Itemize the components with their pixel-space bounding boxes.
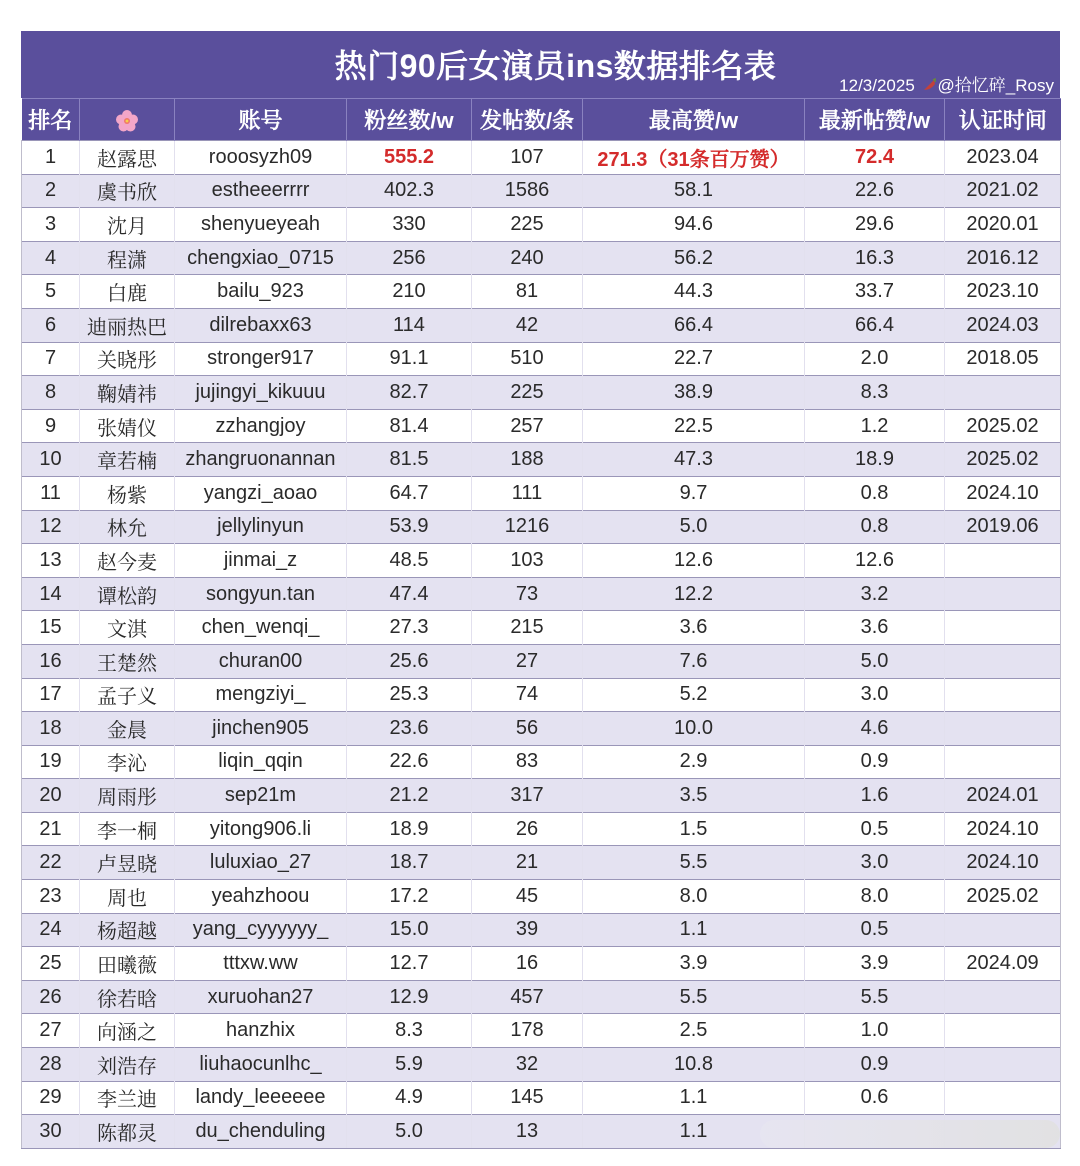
followers-cell: 12.7 bbox=[347, 947, 472, 981]
top-likes-cell: 56.2 bbox=[583, 241, 805, 275]
latest-likes-cell: 22.6 bbox=[805, 174, 945, 208]
account-cell: yangzi_aoao bbox=[175, 476, 347, 510]
name-cell: 杨紫 bbox=[80, 476, 175, 510]
verified-cell: 2019.06 bbox=[945, 510, 1061, 544]
rank-cell: 29 bbox=[22, 1081, 80, 1115]
latest-likes-cell: 66.4 bbox=[805, 308, 945, 342]
top-likes-cell: 12.6 bbox=[583, 544, 805, 578]
table-row bbox=[22, 241, 1061, 275]
rank-cell: 1 bbox=[22, 141, 80, 175]
name-cell: 赵露思 bbox=[80, 141, 175, 175]
followers-cell: 8.3 bbox=[347, 1014, 472, 1048]
latest-likes-cell: 33.7 bbox=[805, 275, 945, 309]
posts-cell: 240 bbox=[472, 241, 583, 275]
top-likes-cell: 5.5 bbox=[583, 846, 805, 880]
name-cell: 章若楠 bbox=[80, 443, 175, 477]
top-likes-cell: 1.1 bbox=[583, 913, 805, 947]
verified-cell bbox=[945, 1014, 1061, 1048]
account-cell: jinmai_z bbox=[175, 544, 347, 578]
account-cell: zzhangjoy bbox=[175, 409, 347, 443]
name-cell: 林允 bbox=[80, 510, 175, 544]
account-cell: jujingyi_kikuuu bbox=[175, 376, 347, 410]
verified-cell: 2023.04 bbox=[945, 141, 1061, 175]
top-likes-cell: 22.7 bbox=[583, 342, 805, 376]
name-cell: 杨超越 bbox=[80, 913, 175, 947]
name-cell: 周也 bbox=[80, 880, 175, 914]
account-cell: liqin_qqin bbox=[175, 745, 347, 779]
top-likes-cell: 2.5 bbox=[583, 1014, 805, 1048]
rank-cell: 15 bbox=[22, 611, 80, 645]
posts-cell: 103 bbox=[472, 544, 583, 578]
posts-cell: 457 bbox=[472, 980, 583, 1014]
rank-cell: 17 bbox=[22, 678, 80, 712]
posts-cell: 32 bbox=[472, 1048, 583, 1082]
account-cell: du_chenduling bbox=[175, 1115, 347, 1149]
account-cell: zhangruonannan bbox=[175, 443, 347, 477]
latest-likes-cell: 8.3 bbox=[805, 376, 945, 410]
account-cell: yitong906.li bbox=[175, 812, 347, 846]
table-row bbox=[22, 779, 1061, 813]
verified-cell bbox=[945, 678, 1061, 712]
rank-cell: 23 bbox=[22, 880, 80, 914]
latest-likes-cell: 1.2 bbox=[805, 409, 945, 443]
top-likes-cell: 10.8 bbox=[583, 1048, 805, 1082]
latest-likes-cell: 3.6 bbox=[805, 611, 945, 645]
latest-likes-cell: 0.5 bbox=[805, 913, 945, 947]
name-cell: 张婧仪 bbox=[80, 409, 175, 443]
verified-cell bbox=[945, 1081, 1061, 1115]
posts-cell: 42 bbox=[472, 308, 583, 342]
rank-cell: 10 bbox=[22, 443, 80, 477]
top-likes-cell: 94.6 bbox=[583, 208, 805, 242]
rank-cell: 25 bbox=[22, 947, 80, 981]
rank-cell: 13 bbox=[22, 544, 80, 578]
table-row bbox=[22, 308, 1061, 342]
followers-cell: 12.9 bbox=[347, 980, 472, 1014]
latest-likes-cell: 16.3 bbox=[805, 241, 945, 275]
top-likes-cell: 47.3 bbox=[583, 443, 805, 477]
name-cell: 虞书欣 bbox=[80, 174, 175, 208]
account-cell: xuruohan27 bbox=[175, 980, 347, 1014]
top-likes-cell: 7.6 bbox=[583, 644, 805, 678]
name-cell: 白鹿 bbox=[80, 275, 175, 309]
verified-cell: 2024.03 bbox=[945, 308, 1061, 342]
followers-cell: 48.5 bbox=[347, 544, 472, 578]
top-likes-cell: 9.7 bbox=[583, 476, 805, 510]
followers-cell: 27.3 bbox=[347, 611, 472, 645]
posts-cell: 225 bbox=[472, 376, 583, 410]
posts-cell: 39 bbox=[472, 913, 583, 947]
posts-cell: 13 bbox=[472, 1115, 583, 1149]
name-cell: 周雨彤 bbox=[80, 779, 175, 813]
table-row bbox=[22, 678, 1061, 712]
followers-cell: 64.7 bbox=[347, 476, 472, 510]
verified-cell bbox=[945, 745, 1061, 779]
table-row bbox=[22, 980, 1061, 1014]
followers-cell: 82.7 bbox=[347, 376, 472, 410]
posts-cell: 1216 bbox=[472, 510, 583, 544]
name-cell: 沈月 bbox=[80, 208, 175, 242]
latest-likes-cell: 1.0 bbox=[805, 1014, 945, 1048]
latest-likes-cell: 72.4 bbox=[805, 141, 945, 175]
verified-cell bbox=[945, 611, 1061, 645]
account-cell: jinchen905 bbox=[175, 712, 347, 746]
name-cell: 刘浩存 bbox=[80, 1048, 175, 1082]
followers-cell: 53.9 bbox=[347, 510, 472, 544]
account-cell: mengziyi_ bbox=[175, 678, 347, 712]
rank-cell: 12 bbox=[22, 510, 80, 544]
rank-cell: 30 bbox=[22, 1115, 80, 1149]
top-likes-cell: 271.3（31条百万赞） bbox=[583, 141, 805, 175]
verified-cell: 2024.10 bbox=[945, 812, 1061, 846]
name-cell: 卢昱晓 bbox=[80, 846, 175, 880]
verified-cell bbox=[945, 544, 1061, 578]
latest-likes-cell: 3.0 bbox=[805, 678, 945, 712]
name-cell: 徐若晗 bbox=[80, 980, 175, 1014]
top-likes-cell: 1.1 bbox=[583, 1115, 805, 1149]
header-row bbox=[22, 99, 1061, 141]
followers-cell: 5.9 bbox=[347, 1048, 472, 1082]
verified-cell: 2024.10 bbox=[945, 846, 1061, 880]
verified-cell: 2024.01 bbox=[945, 779, 1061, 813]
col-header-top-likes: 最高赞/w bbox=[583, 99, 805, 141]
top-likes-cell: 22.5 bbox=[583, 409, 805, 443]
table-row bbox=[22, 1048, 1061, 1082]
table-row bbox=[22, 544, 1061, 578]
table-row bbox=[22, 443, 1061, 477]
top-likes-cell: 5.5 bbox=[583, 980, 805, 1014]
col-header-rank: 排名 bbox=[22, 99, 80, 141]
followers-cell: 555.2 bbox=[347, 141, 472, 175]
posts-cell: 81 bbox=[472, 275, 583, 309]
account-cell: songyun.tan bbox=[175, 577, 347, 611]
posts-cell: 26 bbox=[472, 812, 583, 846]
table-row bbox=[22, 880, 1061, 914]
table-row bbox=[22, 947, 1061, 981]
posts-cell: 21 bbox=[472, 846, 583, 880]
rank-cell: 7 bbox=[22, 342, 80, 376]
rank-cell: 21 bbox=[22, 812, 80, 846]
verified-cell: 2020.01 bbox=[945, 208, 1061, 242]
posts-cell: 225 bbox=[472, 208, 583, 242]
table-row bbox=[22, 409, 1061, 443]
col-header-posts: 发帖数/条 bbox=[472, 99, 583, 141]
top-likes-cell: 38.9 bbox=[583, 376, 805, 410]
posts-cell: 178 bbox=[472, 1014, 583, 1048]
sweet-potato-icon bbox=[922, 77, 936, 91]
verified-cell bbox=[945, 644, 1061, 678]
verified-cell: 2021.02 bbox=[945, 174, 1061, 208]
latest-likes-cell: 1.6 bbox=[805, 779, 945, 813]
rank-cell: 3 bbox=[22, 208, 80, 242]
posts-cell: 510 bbox=[472, 342, 583, 376]
account-cell: chen_wenqi_ bbox=[175, 611, 347, 645]
table-row bbox=[22, 577, 1061, 611]
latest-likes-cell: 5.5 bbox=[805, 980, 945, 1014]
followers-cell: 21.2 bbox=[347, 779, 472, 813]
followers-cell: 81.5 bbox=[347, 443, 472, 477]
posts-cell: 74 bbox=[472, 678, 583, 712]
name-cell: 谭松韵 bbox=[80, 577, 175, 611]
name-cell: 文淇 bbox=[80, 611, 175, 645]
posts-cell: 215 bbox=[472, 611, 583, 645]
latest-likes-cell: 3.2 bbox=[805, 577, 945, 611]
verified-cell bbox=[945, 577, 1061, 611]
cherry-blossom-icon bbox=[115, 109, 139, 133]
followers-cell: 18.7 bbox=[347, 846, 472, 880]
top-likes-cell: 12.2 bbox=[583, 577, 805, 611]
latest-likes-cell: 0.9 bbox=[805, 1048, 945, 1082]
verified-cell: 2016.12 bbox=[945, 241, 1061, 275]
followers-cell: 402.3 bbox=[347, 174, 472, 208]
followers-cell: 91.1 bbox=[347, 342, 472, 376]
latest-likes-cell: 3.0 bbox=[805, 846, 945, 880]
top-likes-cell: 3.6 bbox=[583, 611, 805, 645]
account-cell: tttxw.ww bbox=[175, 947, 347, 981]
name-cell: 关晓彤 bbox=[80, 342, 175, 376]
top-likes-cell: 10.0 bbox=[583, 712, 805, 746]
account-cell: liuhaocunlhc_ bbox=[175, 1048, 347, 1082]
latest-likes-cell: 0.6 bbox=[805, 1081, 945, 1115]
followers-cell: 81.4 bbox=[347, 409, 472, 443]
latest-likes-cell: 8.0 bbox=[805, 880, 945, 914]
verified-cell bbox=[945, 913, 1061, 947]
latest-likes-cell: 3.9 bbox=[805, 947, 945, 981]
verified-cell bbox=[945, 376, 1061, 410]
posts-cell: 27 bbox=[472, 644, 583, 678]
table-row bbox=[22, 476, 1061, 510]
followers-cell: 256 bbox=[347, 241, 472, 275]
rank-cell: 14 bbox=[22, 577, 80, 611]
name-cell: 鞠婧祎 bbox=[80, 376, 175, 410]
table-row bbox=[22, 712, 1061, 746]
rank-cell: 5 bbox=[22, 275, 80, 309]
rank-cell: 9 bbox=[22, 409, 80, 443]
followers-cell: 330 bbox=[347, 208, 472, 242]
top-likes-cell: 2.9 bbox=[583, 745, 805, 779]
col-header-account: 账号 bbox=[175, 99, 347, 141]
table-row bbox=[22, 174, 1061, 208]
name-cell: 金晨 bbox=[80, 712, 175, 746]
verified-cell bbox=[945, 980, 1061, 1014]
col-header-followers: 粉丝数/w bbox=[347, 99, 472, 141]
page-title: 热门90后女演员ins数据排名表 bbox=[334, 48, 777, 84]
latest-likes-cell: 2.0 bbox=[805, 342, 945, 376]
latest-likes-cell: 18.9 bbox=[805, 443, 945, 477]
followers-cell: 25.6 bbox=[347, 644, 472, 678]
account-cell: churan00 bbox=[175, 644, 347, 678]
rank-cell: 19 bbox=[22, 745, 80, 779]
latest-likes-cell: 0.5 bbox=[805, 812, 945, 846]
rank-cell: 4 bbox=[22, 241, 80, 275]
name-cell: 李一桐 bbox=[80, 812, 175, 846]
verified-cell: 2024.09 bbox=[945, 947, 1061, 981]
posts-cell: 145 bbox=[472, 1081, 583, 1115]
rank-cell: 20 bbox=[22, 779, 80, 813]
latest-likes-cell: 0.8 bbox=[805, 510, 945, 544]
top-likes-cell: 8.0 bbox=[583, 880, 805, 914]
followers-cell: 114 bbox=[347, 308, 472, 342]
account-cell: stronger917 bbox=[175, 342, 347, 376]
name-cell: 程潇 bbox=[80, 241, 175, 275]
verified-cell: 2018.05 bbox=[945, 342, 1061, 376]
title-bar bbox=[21, 31, 1060, 98]
account-cell: sep21m bbox=[175, 779, 347, 813]
posts-cell: 16 bbox=[472, 947, 583, 981]
rank-cell: 24 bbox=[22, 913, 80, 947]
latest-likes-cell: 4.6 bbox=[805, 712, 945, 746]
table-row bbox=[22, 644, 1061, 678]
name-cell: 王楚然 bbox=[80, 644, 175, 678]
name-cell: 迪丽热巴 bbox=[80, 308, 175, 342]
top-likes-cell: 1.1 bbox=[583, 1081, 805, 1115]
name-cell: 向涵之 bbox=[80, 1014, 175, 1048]
followers-cell: 47.4 bbox=[347, 577, 472, 611]
rank-cell: 2 bbox=[22, 174, 80, 208]
verified-cell: 2025.02 bbox=[945, 409, 1061, 443]
latest-likes-cell: 5.0 bbox=[805, 644, 945, 678]
col-header-verified: 认证时间 bbox=[945, 99, 1061, 141]
rank-cell: 28 bbox=[22, 1048, 80, 1082]
rank-cell: 16 bbox=[22, 644, 80, 678]
posts-cell: 83 bbox=[472, 745, 583, 779]
latest-likes-cell: 0.9 bbox=[805, 745, 945, 779]
ranking-table bbox=[21, 98, 1061, 1149]
rank-cell: 6 bbox=[22, 308, 80, 342]
rank-cell: 27 bbox=[22, 1014, 80, 1048]
account-cell: rooosyzh09 bbox=[175, 141, 347, 175]
table-row bbox=[22, 376, 1061, 410]
table-row bbox=[22, 745, 1061, 779]
top-likes-cell: 3.5 bbox=[583, 779, 805, 813]
followers-cell: 210 bbox=[347, 275, 472, 309]
table-row bbox=[22, 1081, 1061, 1115]
followers-cell: 23.6 bbox=[347, 712, 472, 746]
followers-cell: 4.9 bbox=[347, 1081, 472, 1115]
posts-cell: 188 bbox=[472, 443, 583, 477]
followers-cell: 25.3 bbox=[347, 678, 472, 712]
table-row bbox=[22, 913, 1061, 947]
followers-cell: 5.0 bbox=[347, 1115, 472, 1149]
name-cell: 赵今麦 bbox=[80, 544, 175, 578]
posts-cell: 45 bbox=[472, 880, 583, 914]
author-label: @拾忆碎_Rosy bbox=[937, 76, 1054, 95]
rank-cell: 26 bbox=[22, 980, 80, 1014]
watermark bbox=[760, 1120, 1060, 1148]
account-cell: landy_leeeeee bbox=[175, 1081, 347, 1115]
posts-cell: 111 bbox=[472, 476, 583, 510]
posts-cell: 317 bbox=[472, 779, 583, 813]
table-row bbox=[22, 611, 1061, 645]
verified-cell bbox=[945, 712, 1061, 746]
followers-cell: 15.0 bbox=[347, 913, 472, 947]
table-row bbox=[22, 812, 1061, 846]
account-cell: estheeerrrr bbox=[175, 174, 347, 208]
byline bbox=[839, 71, 1054, 96]
posts-cell: 73 bbox=[472, 577, 583, 611]
account-cell: yeahzhoou bbox=[175, 880, 347, 914]
latest-likes-cell: 29.6 bbox=[805, 208, 945, 242]
latest-likes-cell: 12.6 bbox=[805, 544, 945, 578]
account-cell: luluxiao_27 bbox=[175, 846, 347, 880]
table-row bbox=[22, 1014, 1061, 1048]
name-cell: 李兰迪 bbox=[80, 1081, 175, 1115]
table-row bbox=[22, 208, 1061, 242]
latest-likes-cell: 0.8 bbox=[805, 476, 945, 510]
posts-cell: 56 bbox=[472, 712, 583, 746]
table-row bbox=[22, 275, 1061, 309]
name-cell: 李沁 bbox=[80, 745, 175, 779]
table-row bbox=[22, 342, 1061, 376]
verified-cell bbox=[945, 1048, 1061, 1082]
posts-cell: 1586 bbox=[472, 174, 583, 208]
verified-cell: 2025.02 bbox=[945, 443, 1061, 477]
account-cell: yang_cyyyyyy_ bbox=[175, 913, 347, 947]
name-cell: 孟子义 bbox=[80, 678, 175, 712]
rank-cell: 18 bbox=[22, 712, 80, 746]
verified-cell: 2023.10 bbox=[945, 275, 1061, 309]
rank-cell: 22 bbox=[22, 846, 80, 880]
name-cell: 陈都灵 bbox=[80, 1115, 175, 1149]
top-likes-cell: 66.4 bbox=[583, 308, 805, 342]
name-cell: 田曦薇 bbox=[80, 947, 175, 981]
followers-cell: 17.2 bbox=[347, 880, 472, 914]
account-cell: dilrebaxx63 bbox=[175, 308, 347, 342]
table-row bbox=[22, 846, 1061, 880]
followers-cell: 18.9 bbox=[347, 812, 472, 846]
verified-cell: 2024.10 bbox=[945, 476, 1061, 510]
account-cell: hanzhix bbox=[175, 1014, 347, 1048]
followers-cell: 22.6 bbox=[347, 745, 472, 779]
top-likes-cell: 3.9 bbox=[583, 947, 805, 981]
col-header-name bbox=[80, 99, 175, 141]
account-cell: jellylinyun bbox=[175, 510, 347, 544]
top-likes-cell: 5.0 bbox=[583, 510, 805, 544]
col-header-latest-likes: 最新帖赞/w bbox=[805, 99, 945, 141]
verified-cell: 2025.02 bbox=[945, 880, 1061, 914]
top-likes-cell: 58.1 bbox=[583, 174, 805, 208]
account-cell: chengxiao_0715 bbox=[175, 241, 347, 275]
table-row bbox=[22, 510, 1061, 544]
date-label: 12/3/2025 bbox=[839, 76, 915, 95]
account-cell: bailu_923 bbox=[175, 275, 347, 309]
posts-cell: 107 bbox=[472, 141, 583, 175]
posts-cell: 257 bbox=[472, 409, 583, 443]
top-likes-cell: 5.2 bbox=[583, 678, 805, 712]
account-cell: shenyueyeah bbox=[175, 208, 347, 242]
rank-cell: 11 bbox=[22, 476, 80, 510]
top-likes-cell: 44.3 bbox=[583, 275, 805, 309]
table-row bbox=[22, 141, 1061, 175]
ranking-sheet bbox=[21, 31, 1060, 1149]
top-likes-cell: 1.5 bbox=[583, 812, 805, 846]
rank-cell: 8 bbox=[22, 376, 80, 410]
